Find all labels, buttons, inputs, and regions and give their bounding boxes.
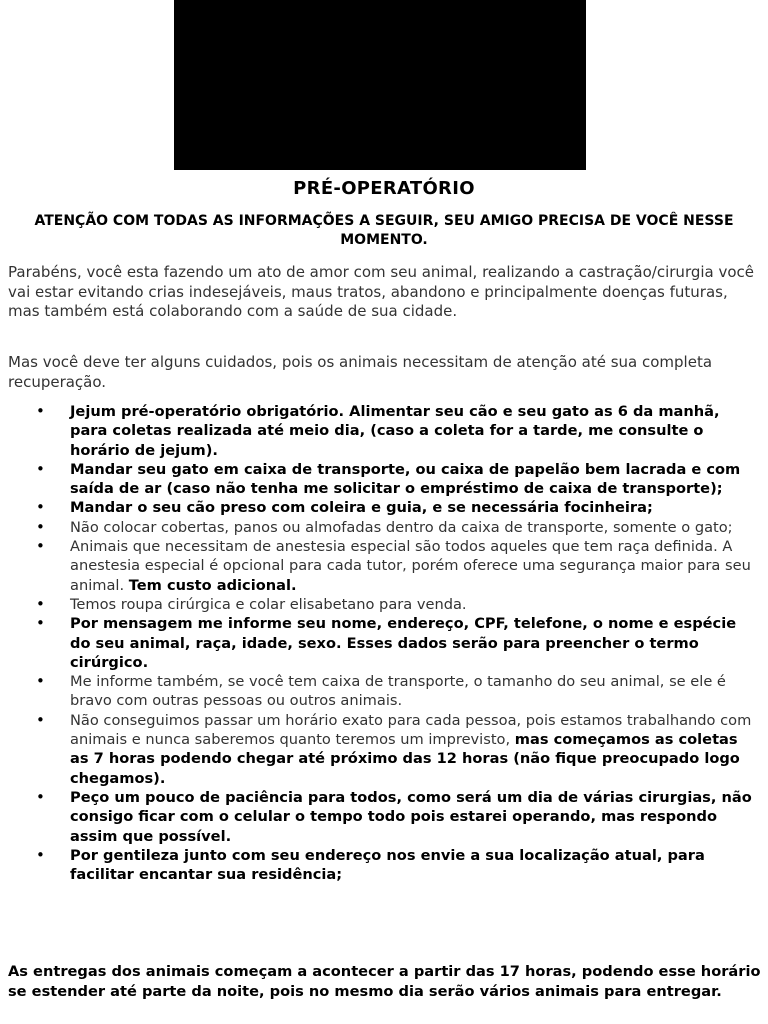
instructions-list — [0, 402, 760, 884]
item-text: Não conseguimos passar um horário exato para cada pessoa, pois estamos trabalhando com animais e nunca saberemos quanto teremos um imprevisto, — [70, 711, 752, 749]
redacted-image — [174, 0, 586, 170]
list-item — [0, 537, 760, 595]
item-text-bold: Mandar seu gato em caixa de transporte, ou caixa de papelão bem lacrada e com saída de ar (caso não tenha me solicitar o empréstimo de caixa de transporte); — [70, 460, 741, 498]
list-item — [0, 518, 760, 537]
page-title: PRÉ-OPERATÓRIO — [293, 178, 475, 199]
item-text-bold: Por gentileza junto com seu endereço nos envie a sua localização atual, para facilitar encantar sua residência; — [70, 846, 705, 884]
item-text: Me informe também, se você tem caixa de transporte, o tamanho do seu animal, se ele é bravo com outras pessoas ou outros animais. — [70, 673, 726, 710]
item-text-bold: Por mensagem me informe seu nome, endereço, CPF, telefone, o nome e espécie do seu animal, raça, idade, sexo. Esses dados serão para preencher o termo cirúrgico. — [70, 615, 737, 671]
list-item — [0, 595, 760, 614]
list-item — [0, 788, 760, 846]
page-subtitle: ATENÇÃO COM TODAS AS INFORMAÇÕES A SEGUIR, SEU AMIGO PRECISA DE VOCÊ NESSE MOMENTO. — [34, 213, 734, 248]
item-text-bold: Jejum pré-operatório obrigatório. Alimentar seu cão e seu gato as 6 da manhã, para coletas realizada até meio dia, (caso a coleta for a tarde, me consulte o horário de jejum). — [70, 403, 720, 459]
item-text-bold: Peço um pouco de paciência para todos, como será um dia de várias cirurgias, não consigo ficar com o celular o tempo todo pois estarei operando, mas respondo assim que possível. — [70, 788, 752, 845]
item-text-bold: Mandar o seu cão preso com coleira e guia, e se necessária focinheira; — [70, 499, 653, 517]
list-item — [0, 846, 760, 885]
intro-paragraph: Parabéns, você esta fazendo um ato de amor com seu animal, realizando a castração/cirurgia você vai estar evitando crias indesejáveis, maus tratos, abandono e principalmente doenças futuras, mas também está colaborando com a saúde de sua cidade. — [8, 263, 755, 320]
list-item — [0, 498, 760, 517]
item-text-bold: mas começamos as coletas as 7 horas podendo chegar até próximo das 12 horas (não fique preocupado logo chegamos). — [70, 731, 740, 787]
item-text: Não colocar cobertas, panos ou almofadas dentro da caixa de transporte, somente o gato; — [70, 518, 733, 536]
list-item — [0, 672, 760, 711]
item-text-bold: Tem custo adicional. — [128, 576, 297, 594]
list-item — [0, 711, 760, 788]
item-text: Temos roupa cirúrgica e colar elisabetano para venda. — [70, 595, 467, 613]
intro-paragraph: Mas você deve ter alguns cuidados, pois os animais necessitam de atenção até sua completa recuperação. — [8, 353, 713, 391]
list-item — [0, 614, 760, 672]
list-item — [0, 460, 760, 499]
footer-paragraph: As entregas dos animais começam a acontecer a partir das 17 horas, podendo esse horário se estender até parte da noite, pois no mesmo dia serão vários animais para entregar. — [8, 963, 761, 1000]
item-text: Animais que necessitam de anestesia especial são todos aqueles que tem raça definida. A anestesia especial é opcional para cada tutor, porém oferece uma segurança maior para seu animal. — [70, 538, 751, 594]
list-item — [0, 402, 760, 460]
